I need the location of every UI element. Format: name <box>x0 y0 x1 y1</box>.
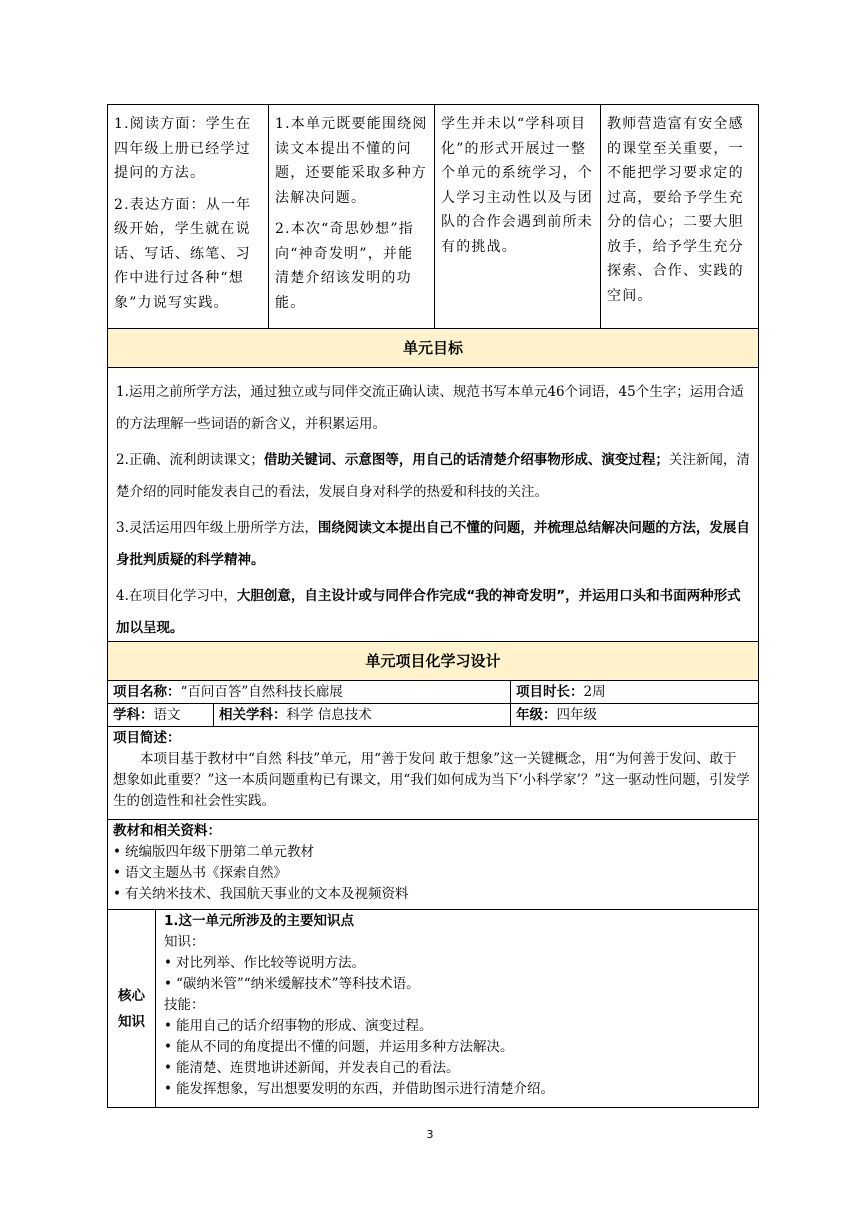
core-knowledge-label-cell <box>108 910 156 1107</box>
core-knowledge-content <box>156 910 758 1107</box>
design-title: 单元项目化学习设计 <box>108 642 758 680</box>
core-knowledge-row <box>107 910 759 1108</box>
analysis-text: 2.表达方面：从一年级开始，学生就在说话、写话、练笔、习作中进行过各种“想象”力说写实践。 <box>114 196 252 311</box>
related-subject-label: 相关学科： <box>219 707 287 723</box>
duration-label: 项目时长： <box>516 684 584 700</box>
brief-row <box>107 727 759 820</box>
analysis-text: 教师营造富有安全感的课堂至关重要，一不能把学习要求定的过高，要给予学生充分的信心；二要大胆放手，给予学生充分探索、合作、实践的空间。 <box>607 116 744 304</box>
goal-1: 1.运用之前所学方法，通过独立或与同伴交流正确认读、规范书写本单元46个词语，45个生字；运用合适的方法理解一些词语的新含义，并积累运用。 <box>116 384 744 432</box>
page-number: 3 <box>426 1128 434 1141</box>
goal-2 <box>116 444 750 508</box>
skill-item: • 能用自己的话介绍事物的形成、演变过程。 <box>164 1016 750 1037</box>
material-item: • 统编版四年级下册第二单元教材 <box>113 842 753 863</box>
analysis-text: 2.本次“奇思妙想”指向“神奇发明”，并能清楚介绍该发明的功能。 <box>275 221 414 311</box>
related-subject-value: 科学 信息技术 <box>286 707 372 723</box>
analysis-cell-2 <box>269 105 435 328</box>
project-name-row <box>107 681 759 704</box>
subject-cell <box>108 704 214 726</box>
materials-row <box>107 820 759 910</box>
related-subject-cell <box>214 704 511 726</box>
goal-4-a: 4.在项目化学习中， <box>116 588 237 604</box>
knowledge-item: • “碳纳米管”“纳米缓解技术”等科技术语。 <box>164 974 750 995</box>
brief-label: 项目简述： <box>113 730 181 746</box>
analysis-text: 学生并未以“学科项目化”的形式开展过一整个单元的系统学习，个人学习主动性以及与团队的合作会遇到前所未有的挑战。 <box>441 116 593 255</box>
goal-2-a: 2.正确、流利朗读课文； <box>116 452 264 468</box>
project-name-value: “百问百答”自然科技长廊展 <box>180 684 343 700</box>
goal-2-b: 借助关键词、示意图等，用自己的话清楚介绍事物形成、演变过程； <box>263 452 669 468</box>
goals-row <box>107 368 759 642</box>
project-name-cell <box>108 681 511 703</box>
goals-title: 单元目标 <box>108 329 758 367</box>
duration-value: 2周 <box>583 684 606 700</box>
goal-3-a: 3.灵活运用四年级上册所学方法， <box>116 520 318 536</box>
knowledge-label: 知识： <box>164 934 205 950</box>
grade-label: 年级： <box>516 707 557 723</box>
skill-item: • 能从不同的角度提出不懂的问题，并运用多种方法解决。 <box>164 1037 750 1058</box>
lesson-plan-table <box>107 104 759 1108</box>
goal-2-c: 关注新闻，清楚介绍的同时能发表自己的看法，发展自身对科学的热爱和科技的关注。 <box>116 452 750 500</box>
subject-value: 语文 <box>153 707 181 723</box>
analysis-cell-1 <box>108 105 269 328</box>
skill-item: • 能清楚、连贯地讲述新闻，并发表自己的看法。 <box>164 1058 750 1079</box>
goal-4-b: 大胆创意，自主设计或与同伴合作完成“我的神奇发明”，并运用口头和书面两种形式加以呈现。 <box>116 588 741 636</box>
analysis-row <box>107 104 759 329</box>
materials-label: 教材和相关资料： <box>113 823 221 839</box>
analysis-cell-4 <box>601 105 758 328</box>
analysis-text: 1.本单元既要能围绕阅读文本提出不懂的问题，还要能采取多种方法解决问题。 <box>275 116 428 206</box>
core-knowledge-label: 核心知识 <box>118 987 145 1030</box>
analysis-text: 1.阅读方面：学生在四年级上册已经学过提问的方法。 <box>114 116 252 181</box>
material-item: • 有关纳米技术、我国航天事业的文本及视频资料 <box>113 884 753 905</box>
material-item: • 语文主题丛书《探索自然》 <box>113 863 753 884</box>
subject-label: 学科： <box>113 707 154 723</box>
goals-cell <box>108 368 758 641</box>
grade-value: 四年级 <box>556 707 597 723</box>
analysis-cell-3 <box>435 105 601 328</box>
materials-cell <box>108 820 758 909</box>
goal-4 <box>116 580 750 644</box>
skill-item: • 能发挥想象，写出想要发明的东西，并借助图示进行清楚介绍。 <box>164 1079 750 1100</box>
core-knowledge-title: 1.这一单元所涉及的主要知识点 <box>164 913 355 929</box>
goal-3 <box>116 512 750 576</box>
goals-header-row <box>107 329 759 368</box>
project-name-label: 项目名称： <box>113 684 181 700</box>
grade-cell <box>511 704 758 726</box>
knowledge-item: • 对比列举、作比较等说明方法。 <box>164 953 750 974</box>
design-header-row <box>107 642 759 681</box>
subject-row <box>107 704 759 727</box>
goal-3-b: 围绕阅读文本提出自己不懂的问题，并梳理总结解决问题的方法，发展自身批判质疑的科学精神。 <box>116 520 750 568</box>
brief-text: 本项目基于教材中“自然 科技”单元，用“善于发问 敢于想象”这一关键概念，用“为何善于发问、敢于想象如此重要？”这一本质问题重构已有课文，用“我们如何成为当下‘小科学家’？”这一驱动性问题，引发学生的创造性和社会性实践。 <box>113 751 750 809</box>
duration-cell <box>511 681 758 703</box>
brief-cell <box>108 727 758 819</box>
skills-label: 技能： <box>164 997 205 1013</box>
